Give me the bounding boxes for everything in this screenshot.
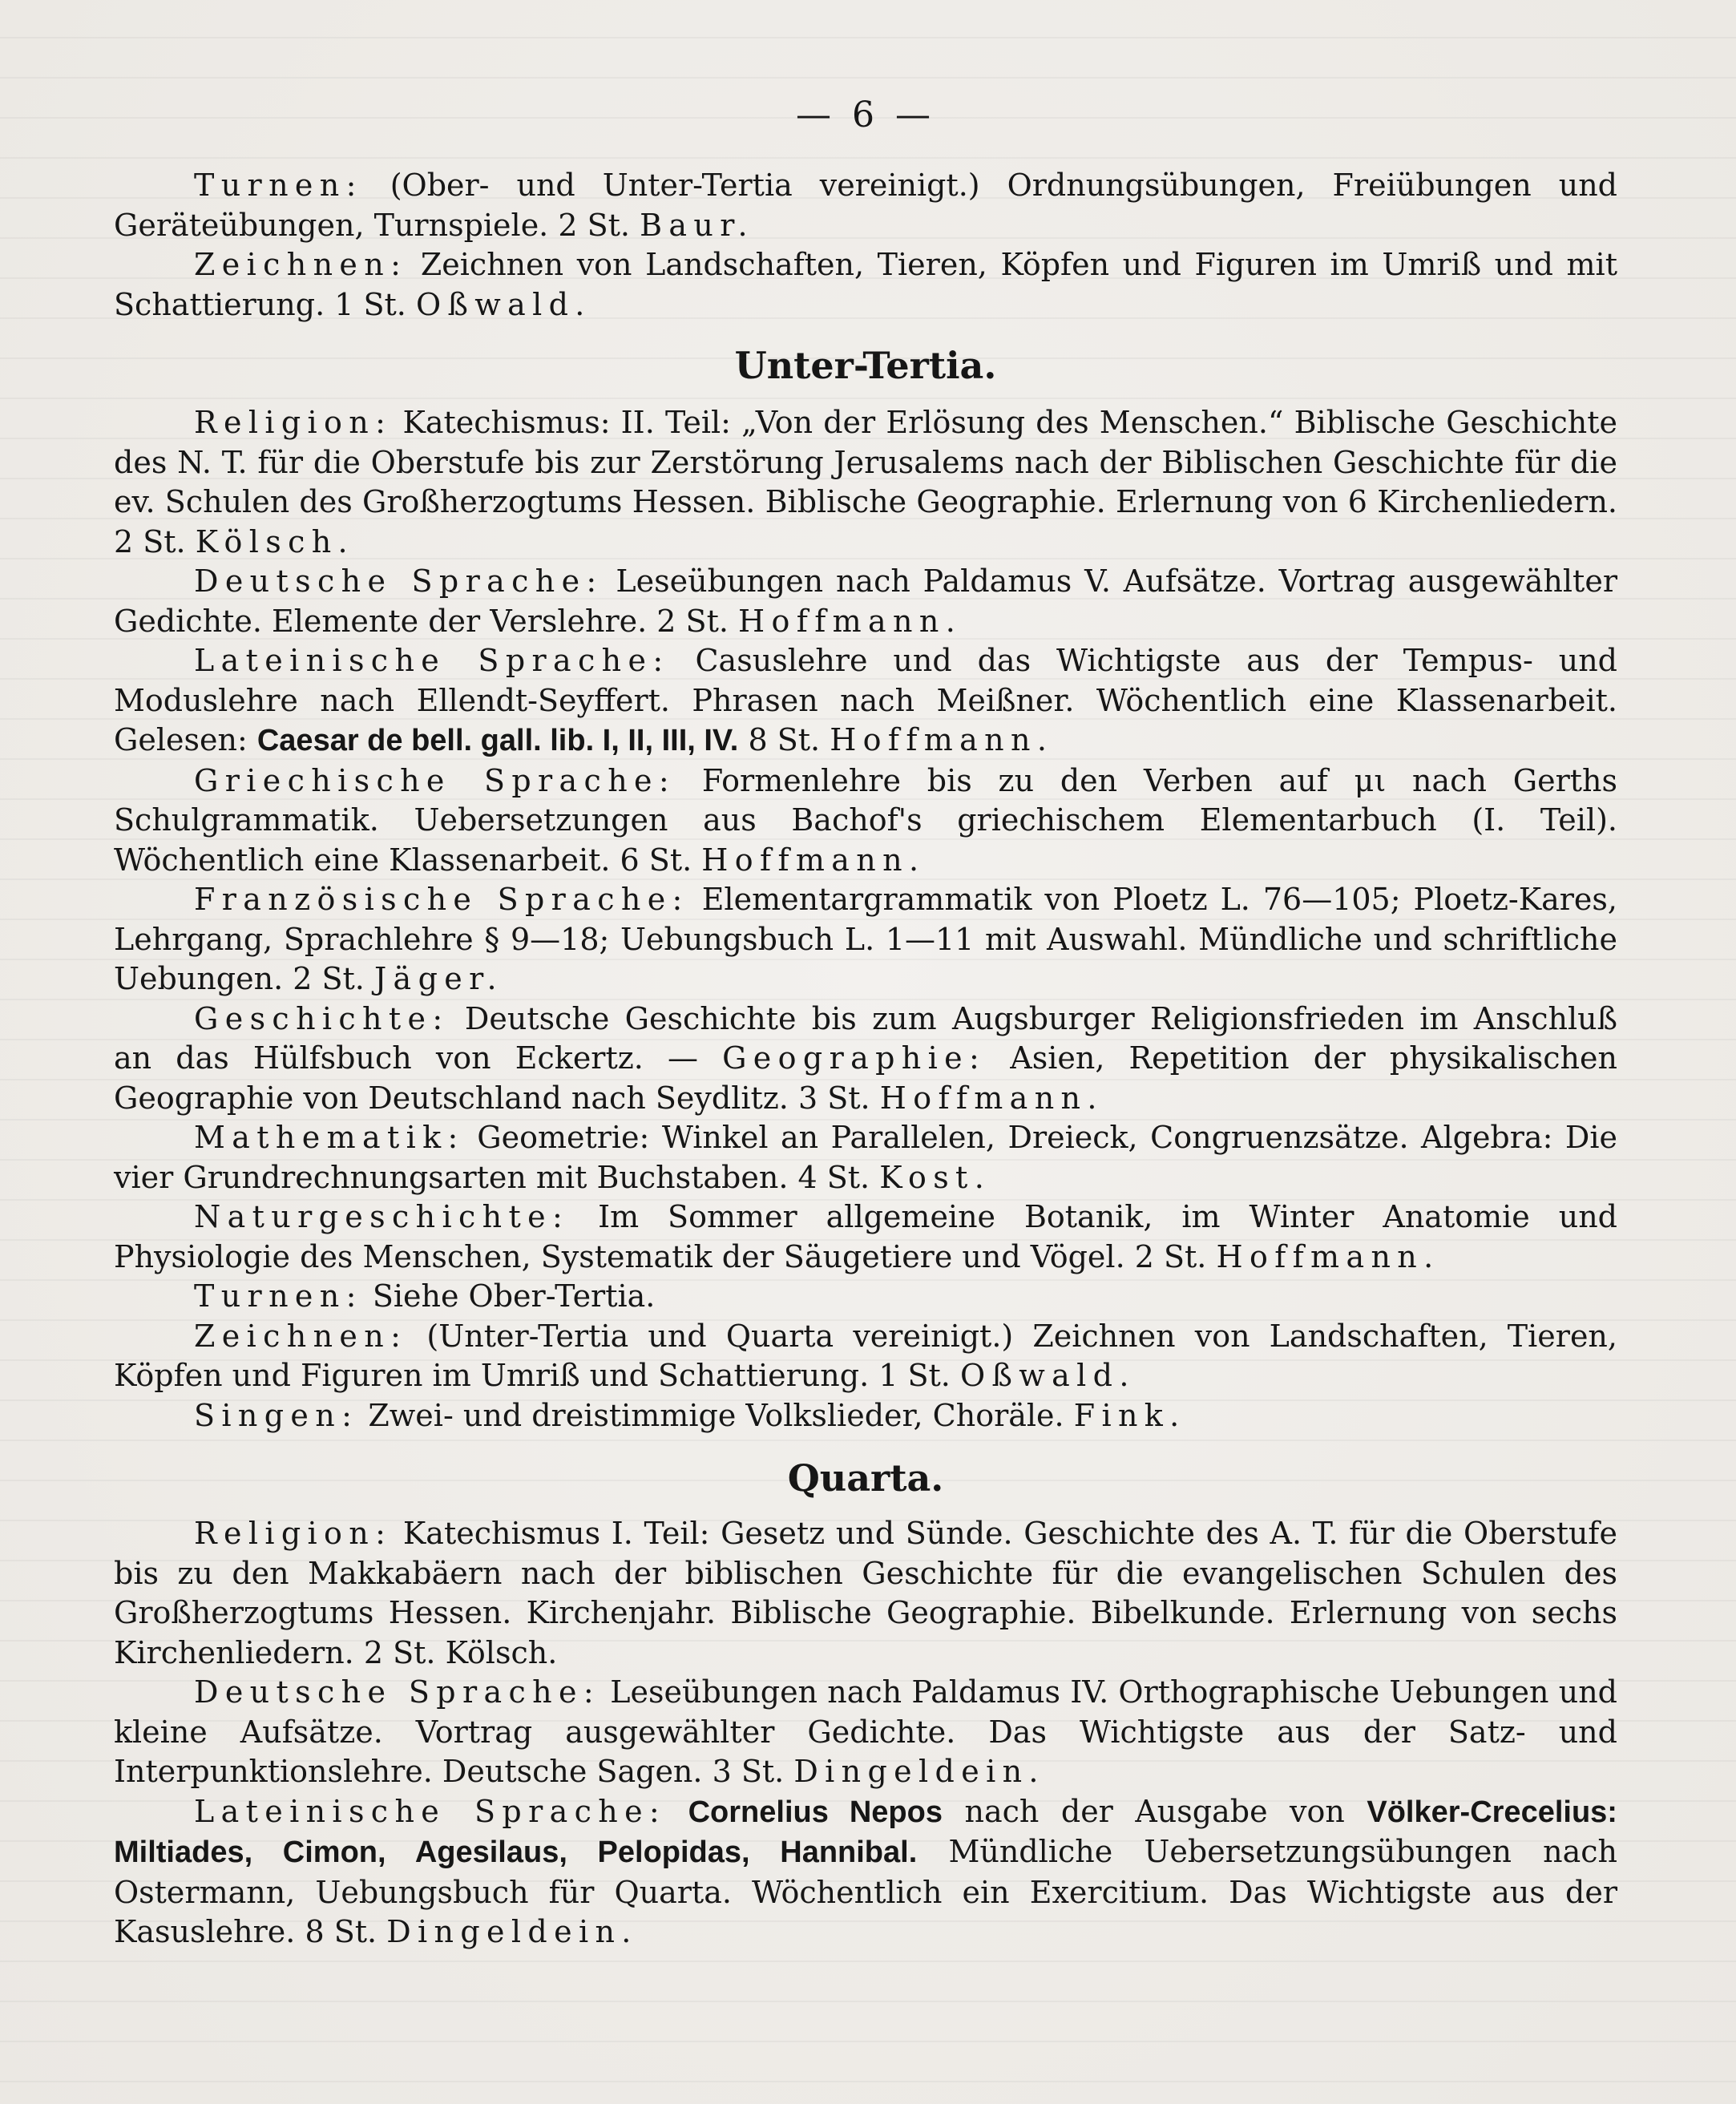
teacher-name: Hoffmann. — [701, 842, 926, 878]
subject-label-geographie: Geographie: — [722, 1040, 987, 1076]
subject-label: Naturgeschichte: — [194, 1199, 570, 1234]
paragraph-text: Zwei- und dreistimmige Volkslieder, Choräle. — [368, 1397, 1064, 1433]
paragraph-text: Casuslehre und das Wichtigste aus der Tempus- und Moduslehre nach Ellendt-Seyffert. Phrasen nach Meißner. Wöchentlich eine Klassenarbeit. Gelesen: — [114, 643, 1617, 757]
paragraph-religion — [114, 403, 1617, 562]
paragraph-griechisch — [114, 761, 1617, 881]
paragraph-zeichnen — [114, 1317, 1617, 1396]
teacher-name: Kost. — [879, 1159, 991, 1195]
paragraph-religion-quarta — [114, 1514, 1617, 1673]
paragraph-text: Asien, Repetition der physikalischen Geographie von Deutschland nach Seydlitz. 3 St. — [114, 1040, 1617, 1116]
paragraph-text: (Ober- und Unter-Tertia vereinigt.) Ordnungsübungen, Freiübungen und Geräteübungen, Turnspiele. 2 St. — [114, 168, 1617, 243]
paragraph-text: Mündliche Uebersetzungsübungen nach Ostermann, Uebungsbuch für Quarta. Wöchentlich ein Exercitium. Das Wichtigste aus der Kasuslehre. 8 St. — [114, 1834, 1617, 1949]
subject-label: Lateinische Sprache: — [194, 643, 670, 678]
paragraph-naturgeschichte — [114, 1197, 1617, 1277]
latin-title: Caesar de bell. gall. lib. I, II, III, IV. — [256, 724, 739, 757]
subject-label: Griechische Sprache: — [194, 762, 676, 798]
paragraph-text: Geometrie: Winkel an Parallelen, Dreieck, Congruenzsätze. Algebra: Die vier Grundrechnungsarten mit Buchstaben. 4 St. — [114, 1120, 1617, 1195]
paragraph-text: Elementargrammatik von Ploetz L. 76—105; Ploetz-Kares, Lehrgang, Sprachlehre § 9—18; Uebungsbuch L. 1—11 mit Auswahl. Mündliche und schriftliche Uebungen. 2 St. — [114, 882, 1617, 996]
teacher-name: Baur. — [640, 207, 755, 243]
paragraph-franzoesisch — [114, 880, 1617, 1000]
subject-label: Religion: — [194, 1516, 393, 1551]
teacher-name: Fink. — [1073, 1397, 1186, 1433]
subject-label: Singen: — [194, 1397, 359, 1433]
teacher-name: Kölsch. — [195, 523, 354, 559]
teacher-name: Hoffmann. — [1216, 1238, 1440, 1274]
paragraph-latein — [114, 641, 1617, 761]
section-heading-quarta: Quarta. — [787, 1456, 944, 1500]
paragraph-mathematik — [114, 1118, 1617, 1197]
paragraph-deutsch — [114, 562, 1617, 641]
paragraph-text: Leseübungen nach Paldamus IV. Orthographische Uebungen und kleine Aufsätze. Vortrag ausgewählter Gedichte. Das Wichtigste aus der Satz- und Interpunktionslehre. Deutsche Sagen. 3 St. — [114, 1674, 1617, 1789]
paragraph-latein-quarta — [114, 1792, 1617, 1953]
latin-title: Cornelius Nepos — [688, 1795, 943, 1829]
section-heading-unter-tertia: Unter-Tertia. — [734, 344, 997, 387]
paragraph-singen — [114, 1396, 1617, 1436]
paragraph-text: nach der Ausgabe von — [964, 1793, 1345, 1829]
paragraph-text: 8 St. — [748, 722, 821, 757]
teacher-name: Dingeldein. — [793, 1754, 1045, 1789]
page-number: — 6 — — [796, 95, 935, 135]
paragraph-text: Formenlehre bis zu den Verben auf μι nach Gerths Schulgrammatik. Uebersetzungen aus Bachof's griechischem Elementarbuch (I. Teil). Wöchentlich eine Klassenarbeit. 6 St. — [114, 762, 1617, 878]
paragraph-text: Katechismus I. Teil: Gesetz und Sünde. Geschichte des A. T. für die Oberstufe bis zu den Makkabäern nach der biblischen Geschichte für die evangelischen Schulen des Großherzogtums Hessen. Kirchenjahr. Biblische Geographie. Bibelkunde. Erlernung von sechs Kirchenliedern. 2 St. — [114, 1516, 1617, 1670]
paragraph-zeichnen-ober — [114, 245, 1617, 325]
subject-label: Lateinische Sprache: — [194, 1793, 667, 1829]
paragraph-turnen-ober — [114, 166, 1617, 245]
subject-label: Religion: — [194, 405, 393, 440]
subject-label: Zeichnen: — [194, 1318, 408, 1354]
paragraph-geschichte — [114, 1000, 1617, 1119]
teacher-name: Hoffmann. — [879, 1080, 1104, 1116]
subject-label: Mathematik: — [194, 1120, 465, 1155]
paragraph-turnen — [114, 1277, 1617, 1317]
teacher-name: Dingeldein. — [386, 1914, 638, 1949]
teacher-name: Kölsch. — [445, 1634, 558, 1670]
teacher-name: Jäger. — [373, 961, 503, 996]
paragraph-text: Siehe Ober-Tertia. — [372, 1278, 656, 1314]
paragraph-text: Im Sommer allgemeine Botanik, im Winter Anatomie und Physiologie des Menschen, Systematik der Säugetiere und Vögel. 2 St. — [114, 1199, 1617, 1274]
subject-label: Französische Sprache: — [194, 882, 689, 917]
subject-label: Geschichte: — [194, 1000, 450, 1036]
teacher-name: Hoffmann. — [738, 603, 963, 639]
subject-label: Turnen: — [194, 1278, 363, 1314]
teacher-name: Oßwald. — [415, 286, 591, 322]
paragraph-text: Katechismus: II. Teil: „Von der Erlösung des Menschen.“ Biblische Geschichte des N. T. für die Oberstufe bis zur Zerstörung Jerusalems nach der Biblischen Geschichte für die ev. Schulen des Großherzogtums Hessen. Biblische Geographie. Erlernung von 6 Kirchenliedern. 2 St. — [114, 405, 1617, 559]
paragraph-text: Leseübungen nach Paldamus V. Aufsätze. Vortrag ausgewählter Gedichte. Elemente der Verslehre. 2 St. — [114, 563, 1617, 639]
subject-label: Turnen: — [194, 168, 363, 203]
teacher-name: Oßwald. — [959, 1358, 1136, 1393]
teacher-name: Hoffmann. — [830, 722, 1054, 757]
subject-label: Deutsche Sprache: — [194, 1674, 601, 1710]
latin-title: Völker-Crecelius: Miltiades, Cimon, Agesilaus, Pelopidas, Hannibal. — [114, 1795, 1617, 1869]
subject-label: Deutsche Sprache: — [194, 563, 604, 599]
subject-label: Zeichnen: — [194, 247, 408, 282]
paragraph-text: Deutsche Geschichte bis zum Augsburger Religionsfrieden im Anschluß an das Hülfsbuch von Eckertz. — — [114, 1000, 1617, 1076]
paragraph-deutsch-quarta — [114, 1673, 1617, 1792]
paragraph-text: (Unter-Tertia und Quarta vereinigt.) Zeichnen von Landschaften, Tieren, Köpfen und Figuren im Umriß und Schattierung. 1 St. — [114, 1318, 1617, 1393]
paragraph-text: Zeichnen von Landschaften, Tieren, Köpfen und Figuren im Umriß und mit Schattierung. 1 St. — [114, 247, 1617, 322]
